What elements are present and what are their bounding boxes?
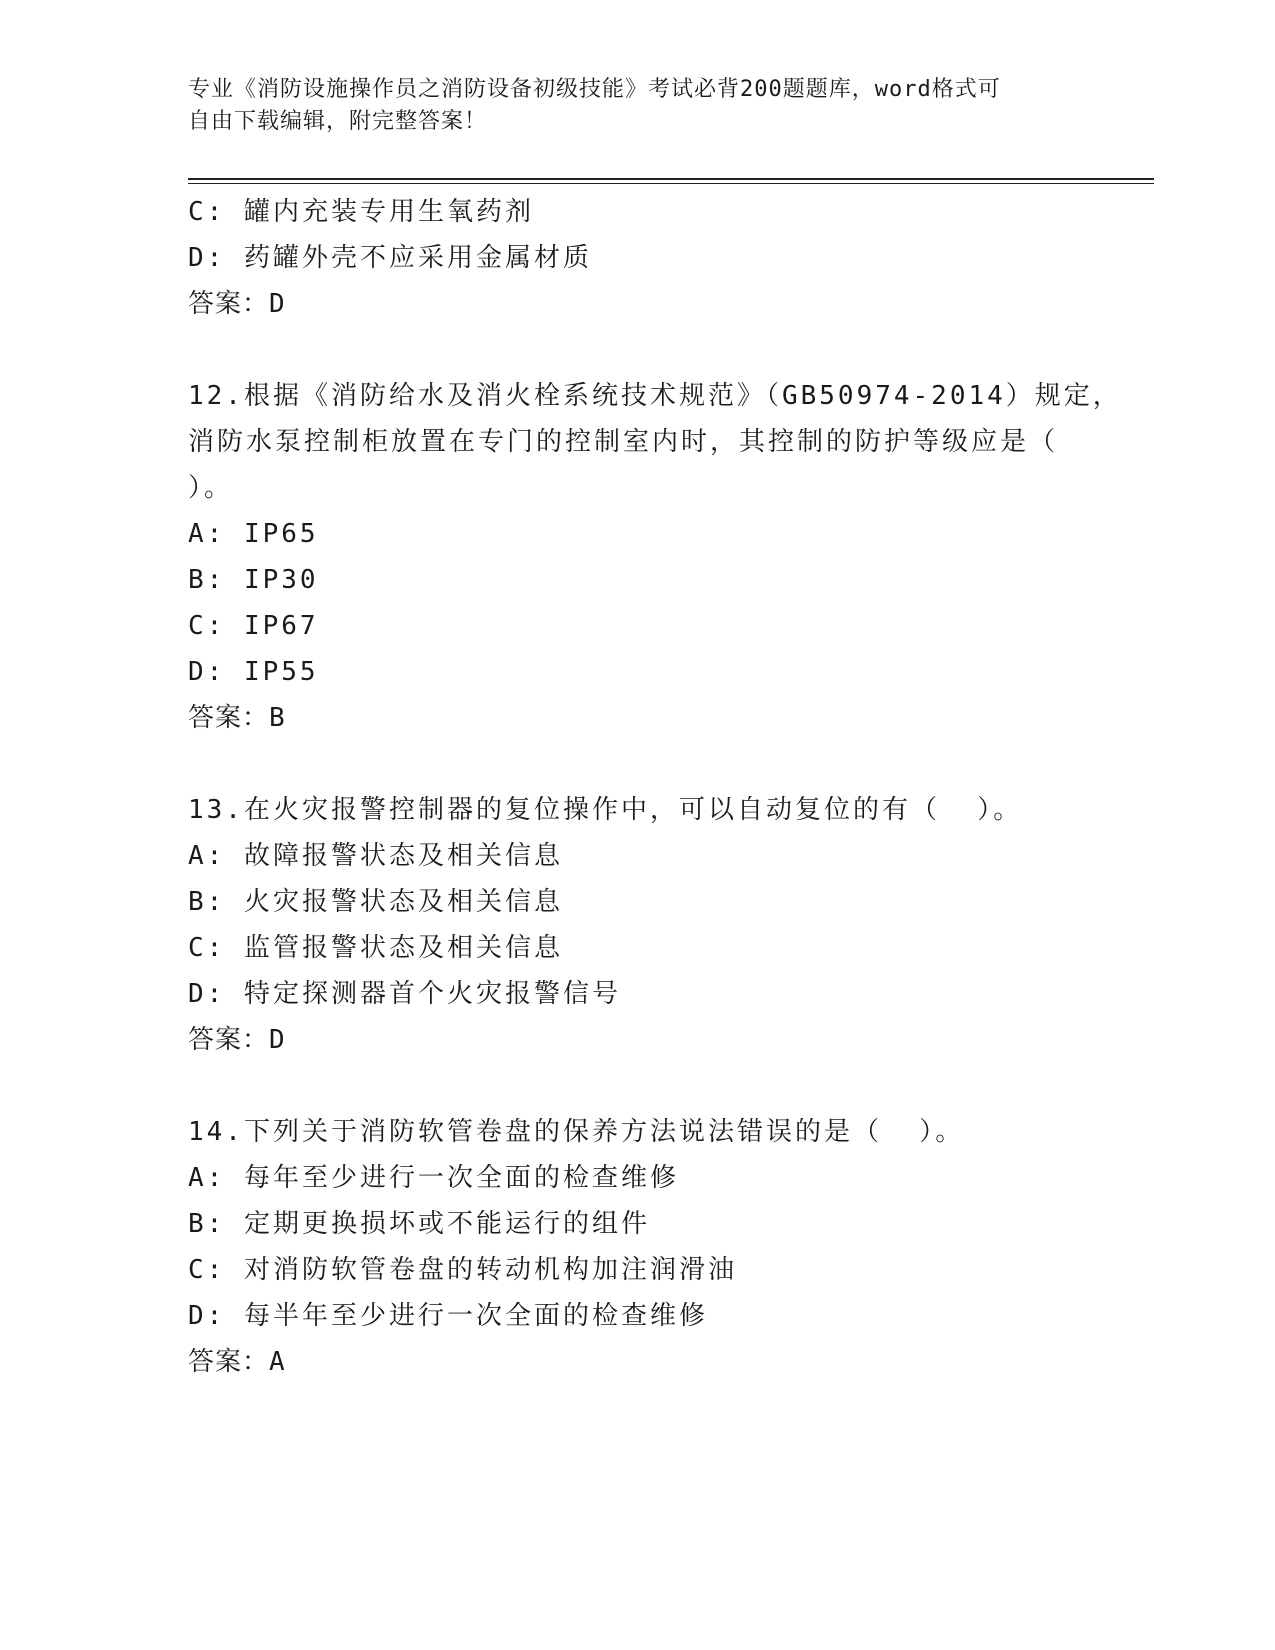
- spacer: [188, 327, 1088, 373]
- question-text-line-2: 消防水泵控制柜放置在专门的控制室内时，其控制的防护等级应是（: [188, 427, 1059, 457]
- option-d: D: 每半年至少进行一次全面的检查维修: [188, 1301, 708, 1331]
- option-d: D: IP55: [188, 657, 319, 687]
- answer-label: 答案：: [188, 1347, 270, 1377]
- question-text-line-3: ）。: [188, 473, 234, 503]
- answer-value: D: [269, 289, 286, 319]
- option-d: D: 药罐外壳不应采用金属材质: [188, 243, 592, 273]
- header-divider-thick: [188, 178, 1154, 180]
- header-line-2: 自由下载编辑，附完整答案！: [188, 109, 488, 134]
- question-block-11: [188, 189, 1088, 327]
- spacer: [188, 1063, 1088, 1109]
- answer-value: B: [269, 703, 286, 733]
- question-block-14: [188, 1109, 1088, 1385]
- answer-label: 答案：: [188, 1025, 270, 1055]
- option-b: B: 定期更换损坏或不能运行的组件: [188, 1209, 650, 1239]
- answer-label: 答案：: [188, 289, 270, 319]
- option-c: C: 罐内充装专用生氧药剂: [188, 197, 534, 227]
- option-a: A: IP65: [188, 519, 319, 549]
- document-header: [188, 74, 1068, 138]
- option-a: A: 每年至少进行一次全面的检查维修: [188, 1163, 679, 1193]
- question-text-line-1: 13.在火灾报警控制器的复位操作中，可以自动复位的有（ ）。: [188, 795, 1023, 825]
- question-block-13: [188, 787, 1088, 1063]
- answer-line: [188, 695, 1088, 741]
- header-line-1: 专业《消防设施操作员之消防设备初级技能》考试必背200题题库，word格式可: [188, 77, 1001, 102]
- option-c: C: 对消防软管卷盘的转动机构加注润滑油: [188, 1255, 737, 1285]
- question-text-line-1: 14.下列关于消防软管卷盘的保养方法说法错误的是（ ）。: [188, 1117, 965, 1147]
- answer-line: [188, 1339, 1088, 1385]
- option-c: C: 监管报警状态及相关信息: [188, 933, 563, 963]
- option-c: C: IP67: [188, 611, 319, 641]
- header-divider-thin: [188, 183, 1154, 184]
- answer-line: [188, 1017, 1088, 1063]
- question-block-12: [188, 373, 1122, 741]
- answer-value: D: [269, 1025, 286, 1055]
- option-a: A: 故障报警状态及相关信息: [188, 841, 563, 871]
- spacer: [188, 741, 1088, 787]
- option-d: D: 特定探测器首个火灾报警信号: [188, 979, 621, 1009]
- answer-value: A: [269, 1347, 286, 1377]
- question-text-line-1: 12.根据《消防给水及消火栓系统技术规范》（GB50974-2014）规定，: [188, 381, 1122, 411]
- answer-line: [188, 281, 1088, 327]
- question-list: [188, 189, 1122, 1385]
- option-b: B: 火灾报警状态及相关信息: [188, 887, 563, 917]
- answer-label: 答案：: [188, 703, 270, 733]
- option-b: B: IP30: [188, 565, 319, 595]
